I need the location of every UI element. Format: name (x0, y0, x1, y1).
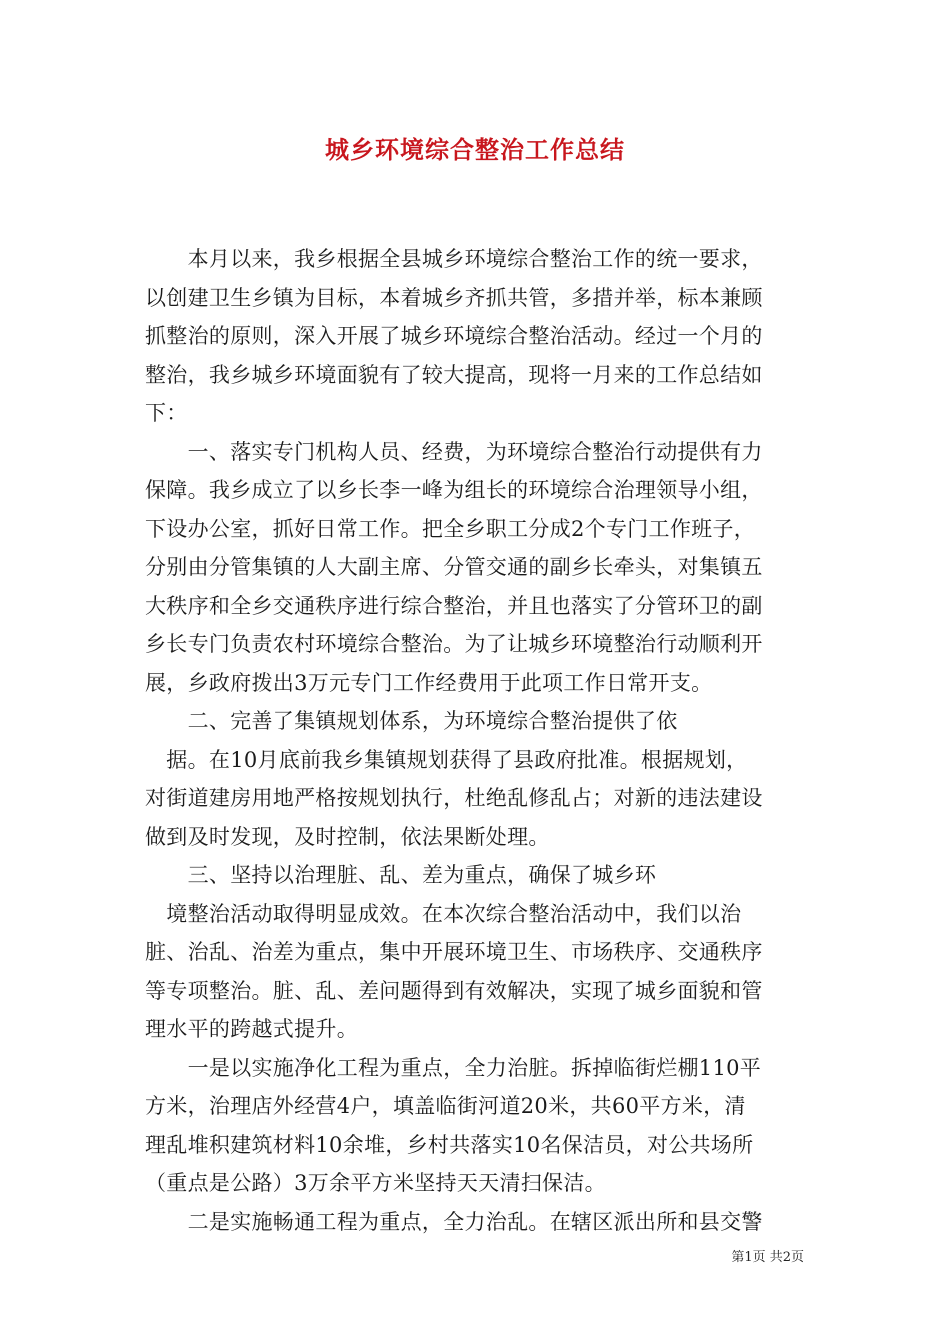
body-line: 一是以实施净化工程为重点，全力治脏。拆掉临街烂棚110平 (145, 1055, 762, 1080)
body-line: 分别由分管集镇的人大副主席、分管交通的副乡长牵头，对集镇五 (145, 555, 763, 579)
body-line: 二是实施畅通工程为重点，全力治乱。在辖区派出所和县交警 (145, 1209, 763, 1234)
body-line: 三、坚持以治理脏、乱、差为重点，确保了城乡环 (145, 863, 657, 887)
body-line: 大秩序和全乡交通秩序进行综合整治，并且也落实了分管环卫的副 (145, 593, 763, 618)
body-line: 以创建卫生乡镇为目标，本着城乡齐抓共管，多措并举，标本兼顾 (145, 285, 763, 310)
body-line: 脏、治乱、治差为重点，集中开展环境卫生、市场秩序、交通秩序 (145, 940, 763, 964)
body-line: 抓整治的原则，深入开展了城乡环境综合整治活动。经过一个月的 (145, 324, 763, 348)
body-line: 下设办公室，抓好日常工作。把全乡职工分成2个专门工作班子， (145, 516, 756, 541)
body-line: 境整治活动取得明显成效。在本次综合整治活动中，我们以治 (145, 901, 742, 926)
body-line: 本月以来，我乡根据全县城乡环境综合整治工作的统一要求， (145, 247, 763, 271)
body-line: 一、落实专门机构人员、经费，为环境综合整治行动提供有力 (145, 439, 763, 464)
body-line: 理乱堆积建筑材料10余堆，乡村共落实10名保洁员，对公共场所 (145, 1132, 754, 1157)
body-line: 据。在10月底前我乡集镇规划获得了县政府批准。根据规划， (145, 747, 748, 772)
document-body (145, 240, 815, 1241)
page-number: 第1页 共2页 (731, 1250, 804, 1265)
body-line: 整治，我乡城乡环境面貌有了较大提高，现将一月来的工作总结如 (145, 362, 763, 387)
body-line: 对街道建房用地严格按规划执行，杜绝乱修乱占；对新的违法建设 (145, 786, 763, 810)
body-line: 二、完善了集镇规划体系，为环境综合整治提供了依 (145, 709, 678, 733)
body-line: 方米，治理店外经营4户，填盖临街河道20米，共60平方米，清 (145, 1094, 746, 1118)
body-line: 下： (145, 401, 188, 425)
body-line: （重点是公路）3万余平方米坚持天天清扫保洁。 (145, 1171, 606, 1195)
body-line: 等专项整治。脏、乱、差问题得到有效解决，实现了城乡面貌和管 (145, 978, 763, 1003)
body-line: 理水平的跨越式提升。 (145, 1017, 358, 1041)
body-line: 保障。我乡成立了以乡长李一峰为组长的环境综合治理领导小组， (145, 478, 763, 502)
document-title: 城乡环境综合整治工作总结 (325, 135, 625, 164)
body-line: 展，乡政府拨出3万元专门工作经费用于此项工作日常开支。 (145, 670, 713, 695)
body-line: 做到及时发现，及时控制，依法果断处理。 (145, 824, 550, 849)
body-line: 乡长专门负责农村环境综合整治。为了让城乡环境整治行动顺利开 (145, 632, 763, 656)
